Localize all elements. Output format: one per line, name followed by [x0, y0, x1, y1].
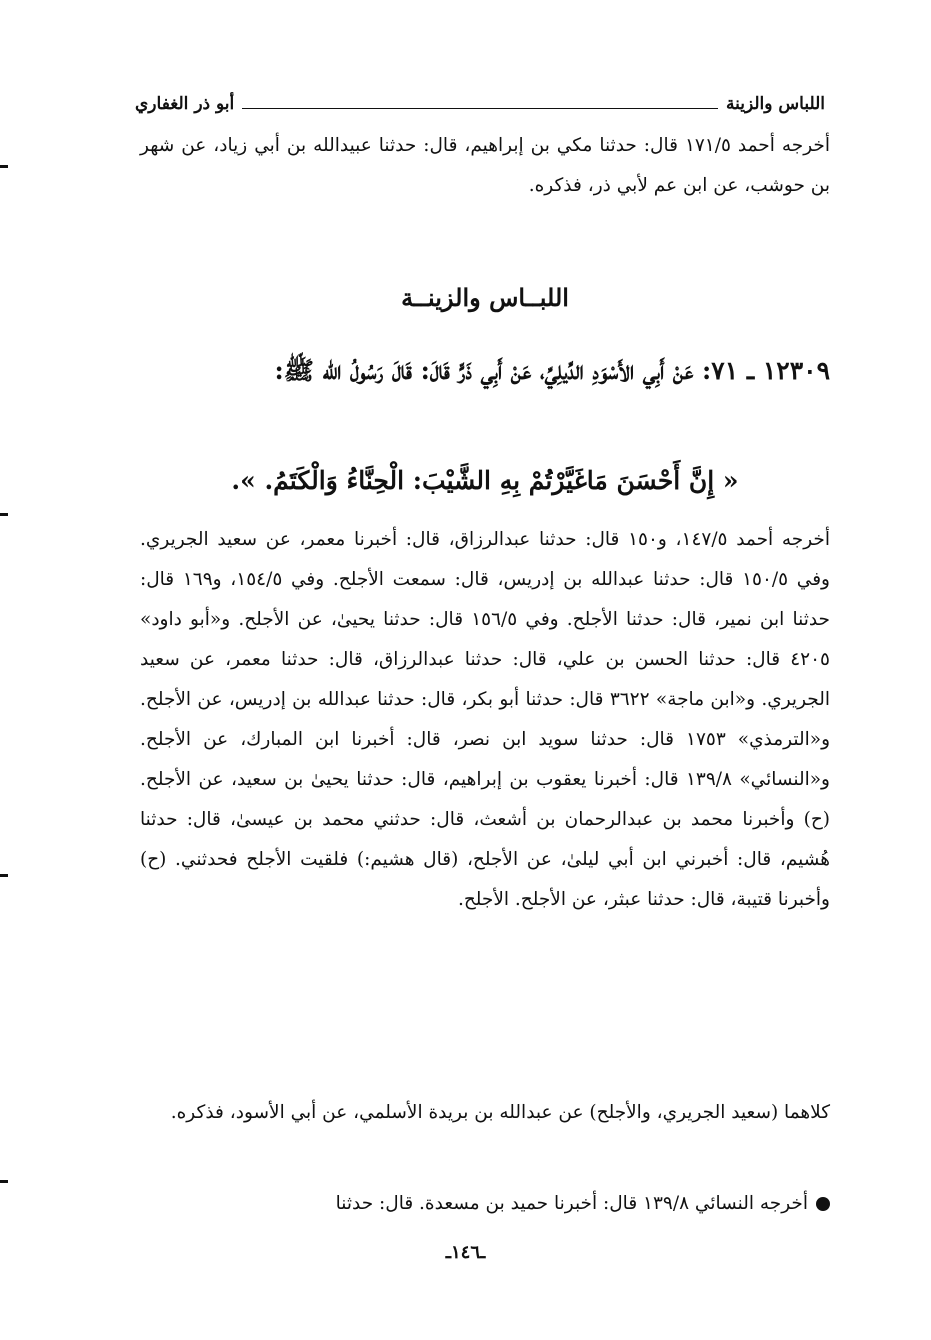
kilahuma-paragraph: كلاهما (سعيد الجريري، والأجلح) عن عبدالله بن بريدة الأسلمي، عن أبي الأسود، فذكره.	[170, 1102, 830, 1123]
hadith-heading: ١٢٣٠٩ ـ ٧١: عَنْ أَبِي الأَسْوَدِ الدِّيلِيِّ، عَنْ أَبِي ذَرٍّ قَالَ: قَالَ رَسُولُ الله ﷺ:	[274, 356, 830, 385]
takhrij-paragraph: أخرجه أحمد ١٤٧/٥، و١٥٠ قال: حدثنا عبدالرزاق، قال: أخبرنا معمر، عن سعيد الجريري. وفي ١٥٠/٥ قال: حدثنا عبدالله بن إدريس، قال: سمعت الأجلح. وفي ١٥٤/٥، و١٦٩ قال: حدثنا ابن نمير، قال: حدثنا الأجلح. وفي ١٥٦/٥ قال: حدثنا يحيىٰ، عن الأجلح. و«أبو داود» ٤٢٠٥ قال: حدثنا الحسن بن علي، قال: حدثنا عبدالرزاق، قال: حدثنا معمر، عن سعيد الجريري. و«ابن ماجة» ٣٦٢٢ قال: حدثنا أبو بكر، قال: حدثنا عبدالله بن إدريس، عن الأجلح. و«الترمذي» ١٧٥٣ قال: حدثنا سويد ابن نصر، قال: أخبرنا ابن المبارك، عن الأجلح. و«النسائي» ١٣٩/٨ قال: أخبرنا يعقوب بن إبراهيم، قال: حدثنا يحيىٰ بن سعيد، عن الأجلح. (ح) وأخبرنا محمد بن عبدالرحمان بن أشعث، قال: حدثني محمد بن عيسىٰ، قال: حدثنا هُشيم، قال: أخبرني ابن أبي ليلىٰ، عن الأجلح، (قال هشيم:) فلقيت الأجلح فحدثني. (ح) وأخبرنا قتيبة، قال: حدثنا عبثر، عن الأجلح. الأجلح.	[140, 529, 831, 910]
bullet-dot-icon	[816, 1197, 830, 1211]
header-rule	[242, 108, 718, 109]
margin-mark	[0, 1180, 8, 1183]
section-title: اللبــاس والزينــة	[401, 283, 569, 312]
margin-mark	[0, 874, 8, 877]
margin-mark	[0, 165, 8, 168]
bullet-paragraph	[140, 1184, 830, 1224]
margin-mark	[0, 513, 8, 516]
hadith-text: « إِنَّ أَحْسَنَ مَاغَيَّرْتُمْ بِهِ الشَّيْبَ: الْحِنَّاءُ وَالْكَتَمُ. ».	[231, 466, 739, 495]
header-author: أبو ذر الغفاري	[135, 94, 235, 114]
page-number: ـ١٤٦ـ	[445, 1242, 486, 1263]
bullet-text: أخرجه النسائي ١٣٩/٨ قال: أخبرنا حميد بن مسعدة. قال: حدثنا	[335, 1193, 808, 1214]
header-section-title: اللباس والزينة	[726, 94, 825, 114]
running-header	[135, 88, 825, 120]
intro-paragraph: أخرجه أحمد ١٧١/٥ قال: حدثنا مكي بن إبراهيم، قال: حدثنا عبيدالله بن أبي زياد، عن شهر بن حوشب، عن ابن عم لأبي ذر، فذكره.	[140, 135, 830, 196]
